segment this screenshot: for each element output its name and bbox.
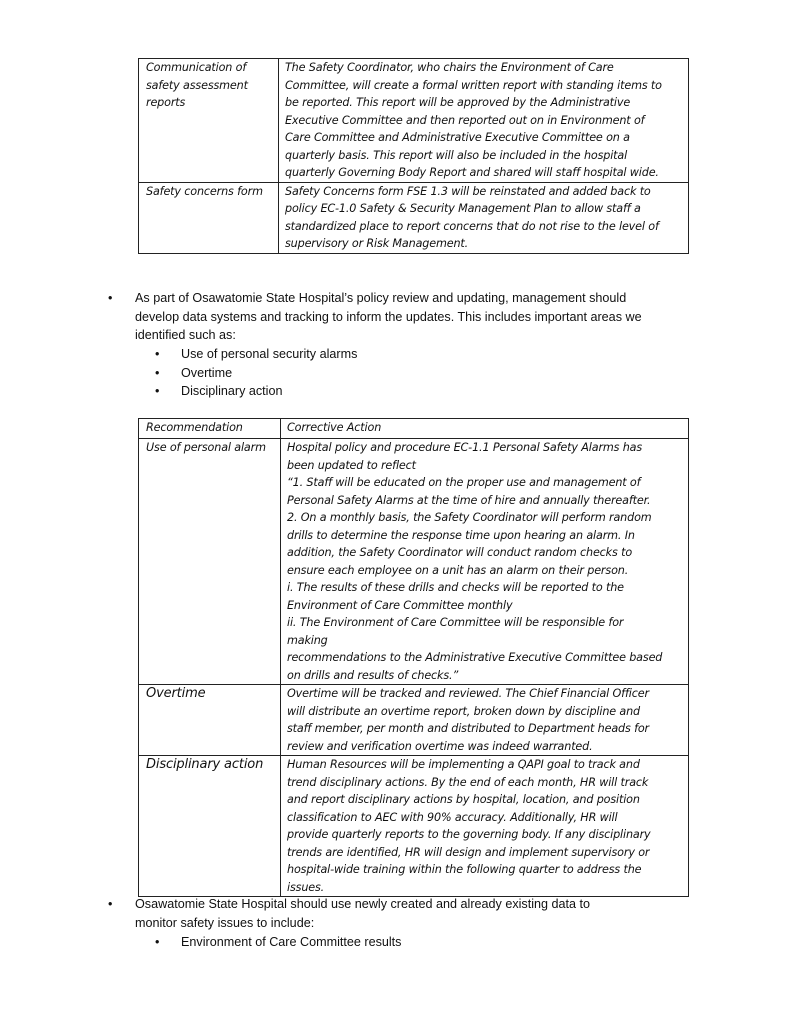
content-line: Environment of Care Committee monthly	[287, 598, 513, 612]
content-line: issues.	[287, 880, 325, 894]
content-line: Executive Committee and then reported out on in Environment of	[285, 113, 645, 127]
sub-bullet-text: Overtime	[181, 366, 233, 380]
content-line: Committee, will create a formal written report with standing items to	[285, 78, 662, 92]
row-content-cell	[279, 59, 689, 183]
content-line: policy EC-1.0 Safety & Security Management Plan to allow staff a	[285, 202, 641, 215]
table-header-row	[139, 419, 689, 439]
bullet-icon: •	[155, 935, 160, 949]
row-label-cell: Disciplinary action	[139, 756, 281, 897]
label-line: Communication of	[146, 61, 247, 74]
bullet-monitor-safety	[108, 895, 695, 932]
content-line: Care Committee and Administrative Executive Committee on a	[285, 131, 630, 144]
row-content-cell	[281, 756, 689, 897]
content-line: making	[287, 633, 328, 647]
content-line: and report disciplinary actions by hospital, location, and position	[287, 793, 640, 806]
corrective-action-table	[138, 418, 689, 897]
content-line: The Safety Coordinator, who chairs the Environment of Care	[285, 61, 614, 74]
bullet-policy-review	[108, 289, 695, 345]
content-line: ii. The Environment of Care Committee will be responsible for	[287, 616, 624, 629]
content-line: review and verification overtime was indeed warranted.	[287, 739, 593, 753]
content-line: Human Resources will be implementing a QAPI goal to track and	[287, 758, 640, 771]
table-row	[139, 685, 689, 756]
content-line: recommendations to the Administrative Executive Committee based	[287, 651, 663, 664]
content-line: on drills and results of checks.”	[287, 668, 459, 682]
content-line: quarterly Governing Body Report and shared will staff hospital wide.	[285, 166, 659, 179]
paragraph-line: identified such as:	[135, 328, 236, 342]
sub-bullet-text: Disciplinary action	[181, 384, 283, 398]
content-line: Personal Safety Alarms at the time of hire and annually thereafter.	[287, 493, 651, 507]
sub-bullet-eoc-results	[155, 933, 402, 952]
content-line: staff member, per month and distributed to Department heads for	[287, 722, 650, 735]
content-line: drills to determine the response time upon hearing an alarm. In	[287, 528, 635, 542]
content-line: classification to AEC with 90% accuracy. Additionally, HR will	[287, 810, 618, 824]
content-line: hospital-wide training within the following quarter to address the	[287, 863, 642, 876]
content-line: supervisory or Risk Management.	[285, 237, 469, 250]
safety-reports-table	[138, 58, 689, 254]
header-corrective-action: Corrective Action	[281, 419, 689, 439]
row-label-cell: Use of personal alarm	[139, 439, 281, 685]
bullet-icon: •	[108, 897, 113, 911]
row-content-cell	[279, 182, 689, 253]
content-line: will distribute an overtime report, broken down by discipline and	[287, 704, 641, 718]
header-recommendation: Recommendation	[139, 419, 281, 439]
row-content-cell	[281, 685, 689, 756]
paragraph-line: As part of Osawatomie State Hospital’s policy review and updating, management should	[135, 291, 627, 305]
content-line: Safety Concerns form FSE 1.3 will be reinstated and added back to	[285, 184, 651, 198]
bullet-icon: •	[108, 291, 113, 305]
label-line: Safety concerns form	[146, 184, 263, 198]
content-line: Overtime will be tracked and reviewed. The Chief Financial Officer	[287, 687, 649, 700]
sub-bullet-text: Environment of Care Committee results	[181, 935, 402, 949]
row-content-cell	[281, 439, 689, 685]
bullet-icon: •	[155, 347, 160, 361]
row-label-cell: Overtime	[139, 685, 281, 756]
sub-bullet-disciplinary	[155, 382, 283, 401]
content-line: ensure each employee on a unit has an alarm on their person.	[287, 563, 629, 577]
content-line: been updated to reflect	[287, 458, 416, 472]
sub-bullet-alarms	[155, 345, 358, 364]
content-line: Hospital policy and procedure EC-1.1 Personal Safety Alarms has	[287, 441, 643, 454]
content-line: addition, the Safety Coordinator will conduct random checks to	[287, 546, 633, 559]
content-line: quarterly basis. This report will also be included in the hospital	[285, 148, 628, 162]
table-row	[139, 59, 689, 183]
content-line: 2. On a monthly basis, the Safety Coordinator will perform random	[287, 511, 652, 524]
content-line: standardized place to report concerns that do not rise to the level of	[285, 219, 659, 233]
bullet-icon: •	[155, 366, 160, 380]
content-line: be reported. This report will be approved by the Administrative	[285, 96, 631, 109]
table-row	[139, 182, 689, 253]
sub-bullet-overtime	[155, 364, 233, 383]
bullet-icon: •	[155, 384, 160, 398]
content-line: trends are identified, HR will design and implement supervisory or	[287, 845, 650, 859]
table-row	[139, 756, 689, 897]
content-line: “1. Staff will be educated on the proper use and management of	[287, 476, 641, 489]
content-line: i. The results of these drills and checks will be reported to the	[287, 581, 624, 594]
table-row	[139, 439, 689, 685]
paragraph-line: Osawatomie State Hospital should use newly created and already existing data to	[135, 897, 591, 911]
paragraph-line: develop data systems and tracking to inform the updates. This includes important areas we	[135, 309, 642, 324]
content-line: trend disciplinary actions. By the end of each month, HR will track	[287, 775, 649, 789]
label-line: safety assessment	[146, 78, 248, 92]
paragraph-line: monitor safety issues to include:	[135, 915, 315, 930]
content-line: provide quarterly reports to the governing body. If any disciplinary	[287, 828, 651, 841]
label-line: reports	[146, 96, 186, 109]
sub-bullet-text: Use of personal security alarms	[181, 347, 358, 361]
row-label-cell	[139, 182, 279, 253]
row-label-cell	[139, 59, 279, 183]
